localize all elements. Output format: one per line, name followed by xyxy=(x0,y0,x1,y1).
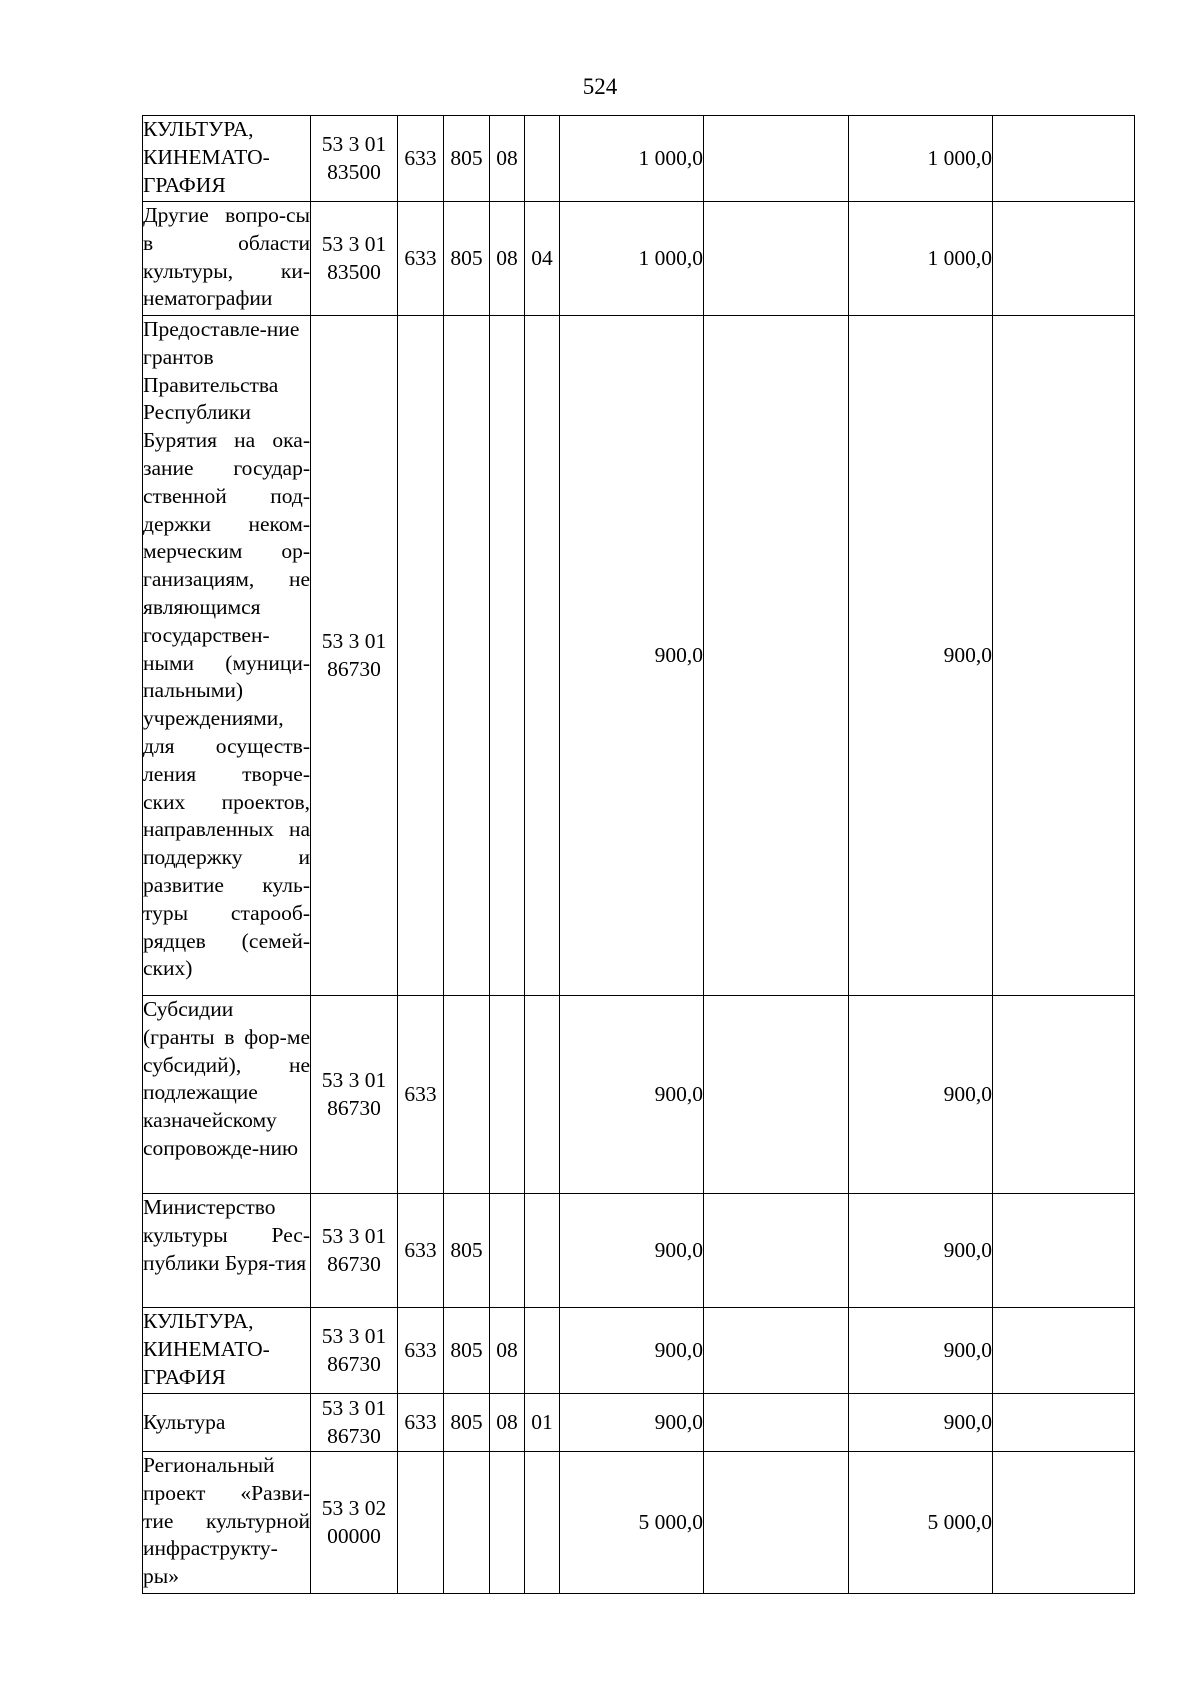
row-amount-3: 1 000,0 xyxy=(849,116,993,202)
row-amount-2 xyxy=(704,202,849,316)
row-name: КУЛЬТУРА, КИНЕМАТО-ГРАФИЯ xyxy=(143,1308,311,1394)
row-amount-1: 5 000,0 xyxy=(560,1452,704,1594)
row-amount-1: 1 000,0 xyxy=(560,116,704,202)
table-row xyxy=(143,1308,1135,1394)
row-subsection xyxy=(525,1452,560,1594)
row-amount-1: 900,0 xyxy=(560,1394,704,1452)
row-subsection: 04 xyxy=(525,202,560,316)
row-amount-4 xyxy=(993,316,1135,996)
row-amount-1: 900,0 xyxy=(560,1194,704,1308)
row-amount-2 xyxy=(704,996,849,1194)
row-program-code: 53 3 01 86730 xyxy=(311,1308,398,1394)
row-amount-2 xyxy=(704,1394,849,1452)
row-section: 08 xyxy=(490,1394,525,1452)
row-department: 805 xyxy=(444,202,490,316)
row-program-code: 53 3 01 86730 xyxy=(311,1394,398,1452)
row-department xyxy=(444,1452,490,1594)
table-row xyxy=(143,202,1135,316)
row-grbs: 633 xyxy=(398,1308,444,1394)
row-amount-3: 900,0 xyxy=(849,1394,993,1452)
row-department xyxy=(444,996,490,1194)
row-subsection xyxy=(525,1194,560,1308)
row-amount-2 xyxy=(704,1452,849,1594)
row-amount-3: 900,0 xyxy=(849,316,993,996)
row-program-code: 53 3 01 86730 xyxy=(311,1194,398,1308)
table-row xyxy=(143,1394,1135,1452)
row-program-code: 53 3 01 86730 xyxy=(311,996,398,1194)
row-department: 805 xyxy=(444,116,490,202)
row-amount-2 xyxy=(704,316,849,996)
row-grbs: 633 xyxy=(398,202,444,316)
row-name: Министерство культуры Рес-публики Буря-тия xyxy=(143,1194,311,1308)
table-row xyxy=(143,316,1135,996)
row-amount-2 xyxy=(704,1308,849,1394)
row-amount-4 xyxy=(993,996,1135,1194)
row-name: Культура xyxy=(143,1394,311,1452)
row-grbs xyxy=(398,316,444,996)
row-grbs: 633 xyxy=(398,1194,444,1308)
row-subsection xyxy=(525,116,560,202)
row-amount-3: 900,0 xyxy=(849,996,993,1194)
row-department: 805 xyxy=(444,1308,490,1394)
row-program-code: 53 3 01 86730 xyxy=(311,316,398,996)
row-section xyxy=(490,1194,525,1308)
row-grbs: 633 xyxy=(398,116,444,202)
row-subsection xyxy=(525,1308,560,1394)
row-section xyxy=(490,996,525,1194)
row-amount-3: 900,0 xyxy=(849,1308,993,1394)
row-subsection xyxy=(525,996,560,1194)
row-department: 805 xyxy=(444,1194,490,1308)
row-name: Предоставле-ние грантов Правительства Республики Бурятия на ока-зание государ-ственной под-держки неком-мерческим ор-ганизациям, не являющимся государствен-ными (муници-пальными) учреждениями, для осуществ-ления творче-ских проектов, направленных на поддержку и развитие куль-туры старооб-рядцев (семей-ских) xyxy=(143,316,311,996)
row-amount-3: 5 000,0 xyxy=(849,1452,993,1594)
row-name: КУЛЬТУРА, КИНЕМАТО-ГРАФИЯ xyxy=(143,116,311,202)
row-department xyxy=(444,316,490,996)
row-amount-1: 1 000,0 xyxy=(560,202,704,316)
row-amount-4 xyxy=(993,1194,1135,1308)
row-section: 08 xyxy=(490,202,525,316)
row-grbs: 633 xyxy=(398,996,444,1194)
row-name: Другие вопро-сы в области культуры, ки-нематографии xyxy=(143,202,311,316)
row-section xyxy=(490,1452,525,1594)
page-number: 524 xyxy=(582,74,618,99)
row-amount-1: 900,0 xyxy=(560,316,704,996)
row-amount-1: 900,0 xyxy=(560,1308,704,1394)
table-row xyxy=(143,996,1135,1194)
row-subsection: 01 xyxy=(525,1394,560,1452)
row-section: 08 xyxy=(490,116,525,202)
row-grbs: 633 xyxy=(398,1394,444,1452)
row-amount-3: 900,0 xyxy=(849,1194,993,1308)
budget-table xyxy=(142,115,1135,1594)
table-row xyxy=(143,1452,1135,1594)
row-section xyxy=(490,316,525,996)
row-name: Субсидии (гранты в фор-ме субсидий), не подлежащие казначейскому сопровожде-нию xyxy=(143,996,311,1194)
row-program-code: 53 3 01 83500 xyxy=(311,116,398,202)
row-grbs xyxy=(398,1452,444,1594)
table-row xyxy=(143,116,1135,202)
row-amount-4 xyxy=(993,116,1135,202)
row-amount-2 xyxy=(704,1194,849,1308)
row-section: 08 xyxy=(490,1308,525,1394)
row-program-code: 53 3 01 83500 xyxy=(311,202,398,316)
row-subsection xyxy=(525,316,560,996)
row-amount-4 xyxy=(993,1452,1135,1594)
row-name: Региональный проект «Разви-тие культурной инфраструкту-ры» xyxy=(143,1452,311,1594)
row-amount-4 xyxy=(993,1394,1135,1452)
row-amount-1: 900,0 xyxy=(560,996,704,1194)
row-department: 805 xyxy=(444,1394,490,1452)
row-amount-3: 1 000,0 xyxy=(849,202,993,316)
row-program-code: 53 3 02 00000 xyxy=(311,1452,398,1594)
row-amount-4 xyxy=(993,1308,1135,1394)
table-row xyxy=(143,1194,1135,1308)
row-amount-2 xyxy=(704,116,849,202)
row-amount-4 xyxy=(993,202,1135,316)
